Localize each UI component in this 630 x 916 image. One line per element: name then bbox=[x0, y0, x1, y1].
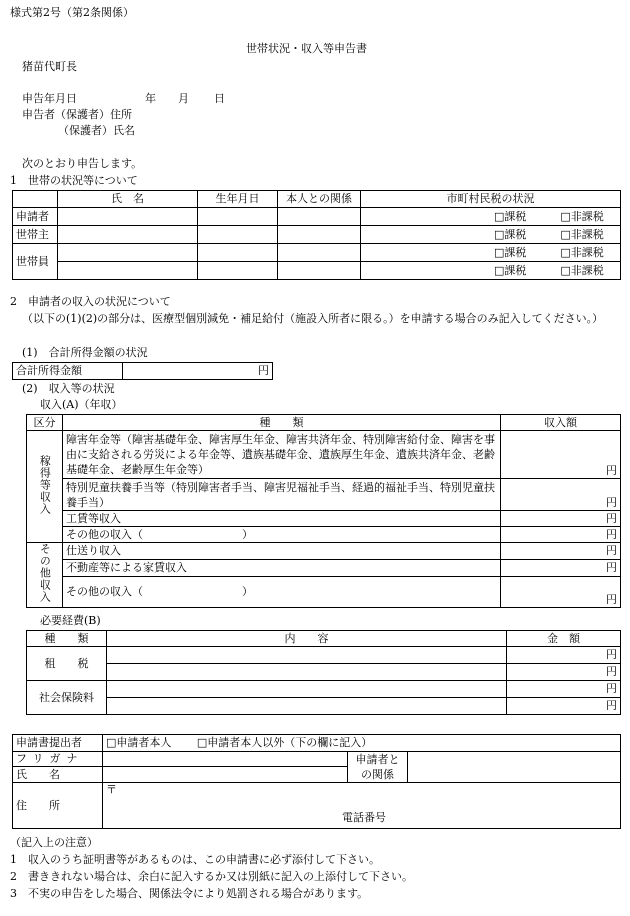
col-amount: 収入額 bbox=[501, 415, 621, 431]
name-cell[interactable] bbox=[58, 244, 198, 262]
name-cell[interactable] bbox=[58, 208, 198, 226]
income-item: 工賃等収入 bbox=[63, 511, 501, 527]
income-item: 仕送り収入 bbox=[63, 543, 501, 560]
total-income-label: 合計所得金額 bbox=[13, 363, 123, 380]
submitter-name-field[interactable] bbox=[103, 767, 348, 783]
birth-cell[interactable] bbox=[198, 244, 278, 262]
tax-checkbox[interactable]: □課税 bbox=[494, 263, 527, 277]
col-shurui: 種 類 bbox=[63, 415, 501, 431]
tax-cell[interactable] bbox=[361, 226, 621, 244]
row-label-applicant: 申請者 bbox=[13, 208, 58, 226]
section1-title: 1 世帯の状況等について bbox=[10, 174, 138, 187]
expense-content[interactable] bbox=[107, 698, 507, 715]
submitter-self-checkbox[interactable]: □申請者本人 bbox=[106, 736, 172, 750]
note-item: 3 不実の申告をした場合、関係法令により処罰される場合があります。 bbox=[10, 887, 369, 900]
expense-b-title: 必要経費(B) bbox=[40, 614, 101, 627]
header-relation: 本人との関係 bbox=[278, 191, 361, 208]
expense-amount[interactable]: 円 bbox=[507, 664, 621, 681]
tax-cell[interactable] bbox=[361, 208, 621, 226]
header-tax-status: 市町村民税の状況 bbox=[361, 191, 621, 208]
intro-text: 次のとおり申告します。 bbox=[22, 157, 143, 170]
col-kind: 種 類 bbox=[27, 631, 107, 647]
section2-note: （以下の(1)(2)の部分は、医療型個別減免・補足給付（施設入所者に限る。）を申請する場合のみ記入してください。） bbox=[22, 312, 604, 325]
tax-checkbox[interactable]: □課税 bbox=[494, 227, 527, 241]
expense-content[interactable] bbox=[107, 681, 507, 698]
expense-table bbox=[26, 630, 621, 715]
income-amount[interactable]: 円 bbox=[501, 543, 621, 560]
income-item: 障害年金等（障害基礎年金、障害厚生年金、障害共済年金、特別障害給付金、障害を事由に支給される労災による年金等、遺族基礎年金、遺族厚生年金、遺族共済年金、老齢基礎年金、老齢厚生年金等） bbox=[63, 431, 501, 479]
date-month: 月 bbox=[178, 92, 189, 105]
relation-cell[interactable] bbox=[278, 262, 361, 280]
note-item: 2 書ききれない場合は、余白に記入するか又は別紙に記入の上添付して下さい。 bbox=[10, 870, 413, 883]
income-amount[interactable]: 円 bbox=[501, 527, 621, 543]
tax-label: 租 税 bbox=[27, 647, 107, 681]
name-cell[interactable] bbox=[58, 226, 198, 244]
relation-field[interactable] bbox=[408, 752, 621, 783]
income-table bbox=[26, 414, 621, 608]
addressee: 猪苗代町長 bbox=[22, 60, 77, 73]
phone-label: 電話番号 bbox=[342, 810, 386, 824]
name-label: （保護者）氏名 bbox=[58, 124, 135, 137]
header-birthdate: 生年月日 bbox=[198, 191, 278, 208]
expense-content[interactable] bbox=[107, 647, 507, 664]
date-year: 年 bbox=[145, 92, 156, 105]
relation-cell[interactable] bbox=[278, 226, 361, 244]
note-item: 1 収入のうち証明書等があるものは、この申請書に必ず添付して下さい。 bbox=[10, 853, 380, 866]
birth-cell[interactable] bbox=[198, 208, 278, 226]
income-item: 特別児童扶養手当等（特別障害者手当、障害児福祉手当、経過的福祉手当、特別児童扶養手当） bbox=[63, 479, 501, 511]
form-number: 様式第2号（第2条関係） bbox=[10, 6, 134, 19]
date-day: 日 bbox=[214, 92, 225, 105]
total-income-field[interactable] bbox=[123, 363, 273, 380]
col-content: 内 容 bbox=[107, 631, 507, 647]
birth-cell[interactable] bbox=[198, 226, 278, 244]
income-amount[interactable]: 円 bbox=[501, 431, 621, 479]
nontax-checkbox[interactable]: □非課税 bbox=[560, 227, 604, 241]
relation-cell[interactable] bbox=[278, 208, 361, 226]
nontax-checkbox[interactable]: □非課税 bbox=[560, 263, 604, 277]
notes-title: （記入上の注意） bbox=[10, 836, 98, 849]
total-income-table bbox=[12, 362, 273, 380]
subsection1-title: (1) 合計所得金額の状況 bbox=[22, 346, 148, 359]
income-item: その他の収入（ ） bbox=[63, 527, 501, 543]
row-label-member: 世帯員 bbox=[13, 244, 58, 280]
income-amount[interactable]: 円 bbox=[501, 479, 621, 511]
submitter-table bbox=[12, 734, 621, 829]
income-item: その他の収入（ ） bbox=[63, 577, 501, 607]
submitter-other-checkbox[interactable]: □申請者本人以外（下の欄に記入） bbox=[196, 736, 373, 750]
subsection2-title: (2) 収入等の状況 bbox=[22, 382, 115, 395]
furigana-label: フリガナ bbox=[13, 752, 103, 767]
group-earned-income: 稼得等収入 bbox=[38, 454, 52, 515]
nontax-checkbox[interactable]: □非課税 bbox=[560, 209, 604, 223]
yen-unit: 円 bbox=[258, 364, 269, 378]
page-title: 世帯状況・収入等申告書 bbox=[246, 42, 367, 55]
expense-amount[interactable]: 円 bbox=[507, 698, 621, 715]
relation-cell[interactable] bbox=[278, 244, 361, 262]
social-insurance-label: 社会保険料 bbox=[27, 681, 107, 715]
section2-title: 2 申請者の収入の状況について bbox=[10, 295, 171, 308]
group-other-income: その他収入 bbox=[38, 543, 52, 603]
tax-cell[interactable] bbox=[361, 244, 621, 262]
income-amount[interactable]: 円 bbox=[501, 511, 621, 527]
expense-content[interactable] bbox=[107, 664, 507, 681]
col-money: 金 額 bbox=[507, 631, 621, 647]
income-amount[interactable]: 円 bbox=[501, 577, 621, 607]
date-label: 申告年月日 bbox=[22, 92, 77, 105]
nontax-checkbox[interactable]: □非課税 bbox=[560, 245, 604, 259]
postal-mark: 〒 bbox=[106, 783, 117, 796]
header-name: 氏 名 bbox=[58, 191, 198, 208]
expense-amount[interactable]: 円 bbox=[507, 647, 621, 664]
furigana-field[interactable] bbox=[103, 752, 348, 767]
household-table bbox=[12, 190, 621, 280]
relation-label: 申請者との関係 bbox=[348, 752, 408, 783]
income-a-title: 収入(A)（年収） bbox=[40, 398, 123, 411]
tax-cell[interactable] bbox=[361, 262, 621, 280]
tax-checkbox[interactable]: □課税 bbox=[494, 245, 527, 259]
birth-cell[interactable] bbox=[198, 262, 278, 280]
row-label-head: 世帯主 bbox=[13, 226, 58, 244]
address-label: 申告者（保護者）住所 bbox=[22, 108, 132, 121]
tax-checkbox[interactable]: □課税 bbox=[494, 209, 527, 223]
submitter-label: 申請書提出者 bbox=[13, 735, 103, 752]
submitter-address-field[interactable] bbox=[103, 783, 621, 829]
name-cell[interactable] bbox=[58, 262, 198, 280]
col-kubun: 区分 bbox=[27, 415, 63, 431]
income-item: 不動産等による家賃収入 bbox=[63, 560, 501, 577]
submitter-address-label: 住 所 bbox=[13, 783, 103, 829]
expense-amount[interactable]: 円 bbox=[507, 681, 621, 698]
income-amount[interactable]: 円 bbox=[501, 560, 621, 577]
submitter-name-label: 氏 名 bbox=[13, 767, 103, 783]
